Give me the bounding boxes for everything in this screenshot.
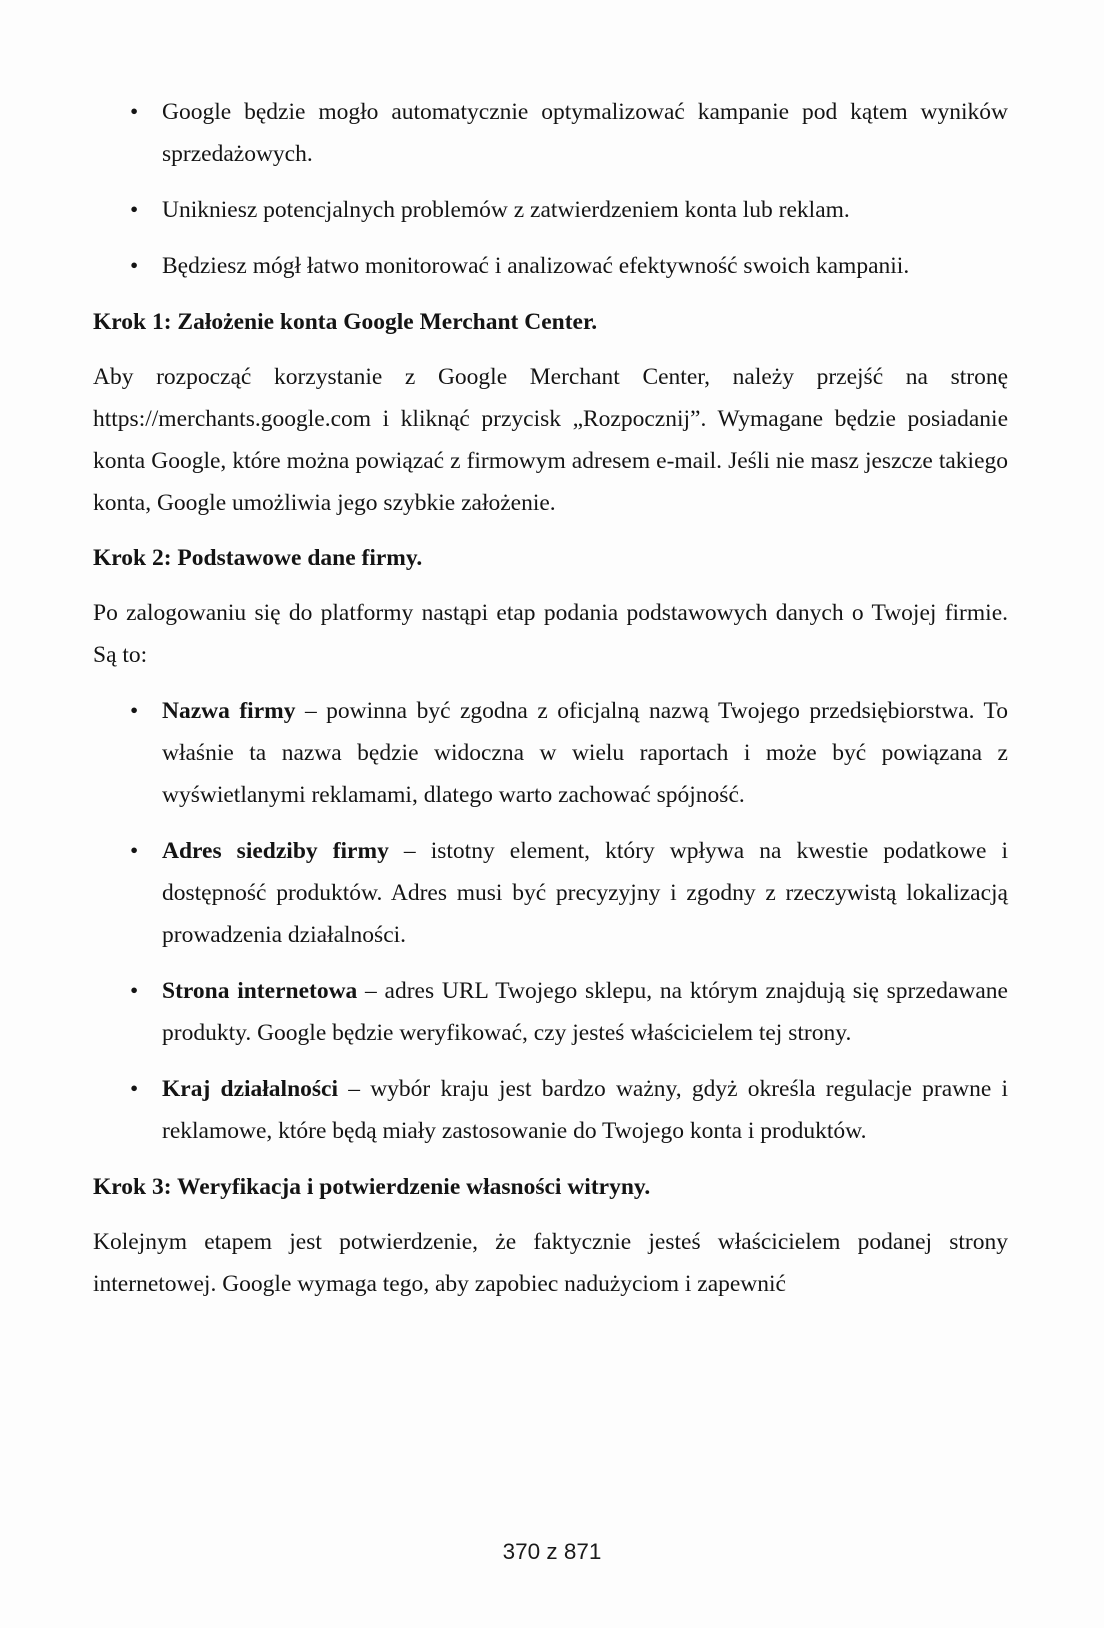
section-heading-step3: Krok 3: Weryfikacja i potwierdzenie własności witryny. [93, 1174, 651, 1200]
list-item [93, 91, 1008, 175]
benefits-list [93, 91, 1008, 287]
bullet-icon: • [130, 978, 139, 1004]
list-item [93, 690, 1008, 816]
section-paragraph-step2: Po zalogowaniu się do platformy nastąpi etap podania podstawowych danych o Twojej firmie. Są to: [93, 600, 1008, 668]
bullet-icon: • [130, 1076, 139, 1102]
bullet-icon: • [130, 99, 139, 125]
list-item-term: Adres siedziby firmy [162, 838, 389, 864]
list-item [93, 830, 1008, 956]
section-heading-step2: Krok 2: Podstawowe dane firmy. [93, 545, 423, 571]
list-item-text: Google będzie mogło automatycznie optymalizować kampanie pod kątem wyników sprzedażowych. [162, 99, 1008, 167]
bullet-icon: • [130, 698, 139, 724]
list-item-text: Unikniesz potencjalnych problemów z zatwierdzeniem konta lub reklam. [162, 197, 850, 223]
list-item-text: Będziesz mógł łatwo monitorować i analizować efektywność swoich kampanii. [162, 253, 910, 279]
section-paragraph-step1: Aby rozpocząć korzystanie z Google Merchant Center, należy przejść na stronę https://merchants.google.com i kliknąć przycisk „Rozpocznij”. Wymagane będzie posiadanie konta Google, które można powiązać z firmowym adresem e-mail. Jeśli nie masz jeszcze takiego konta, Google umożliwia jego szybkie założenie. [93, 364, 1008, 516]
list-item-text: – adres URL Twojego sklepu, na którym znajdują się sprzedawane produkty. Google będzie weryfikować, czy jesteś właścicielem tej strony. [162, 978, 1008, 1046]
company-data-list [93, 690, 1008, 1152]
bullet-icon: • [130, 253, 139, 279]
list-item-term: Strona internetowa [162, 978, 358, 1004]
section-heading-step1: Krok 1: Założenie konta Google Merchant Center. [93, 309, 598, 335]
list-item-term: Nazwa firmy [162, 698, 296, 724]
bullet-icon: • [130, 197, 139, 223]
list-item [93, 970, 1008, 1054]
list-item-text: – powinna być zgodna z oficjalną nazwą Twojego przedsiębiorstwa. To właśnie ta nazwa będzie widoczna w wielu raportach i może być powiązana z wyświetlanymi reklamami, dlatego warto zachować spójność. [162, 698, 1008, 808]
list-item [93, 245, 1008, 287]
list-item-term: Kraj działalności [162, 1076, 339, 1102]
page-content [93, 77, 1008, 1318]
section-paragraph-step3: Kolejnym etapem jest potwierdzenie, że faktycznie jesteś właścicielem podanej strony internetowej. Google wymaga tego, aby zapobiec nadużyciom i zapewnić [93, 1229, 1008, 1297]
list-item [93, 189, 1008, 231]
list-item-text: – istotny element, który wpływa na kwestie podatkowe i dostępność produktów. Adres musi być precyzyjny i zgodny z rzeczywistą lokalizacją prowadzenia działalności. [162, 838, 1009, 948]
list-item [93, 1068, 1008, 1152]
page-number-indicator: 370 z 871 [502, 1539, 602, 1564]
list-item-text: – wybór kraju jest bardzo ważny, gdyż określa regulacje prawne i reklamowe, które będą miały zastosowanie do Twojego konta i produktów. [162, 1076, 1009, 1144]
bullet-icon: • [130, 838, 139, 864]
